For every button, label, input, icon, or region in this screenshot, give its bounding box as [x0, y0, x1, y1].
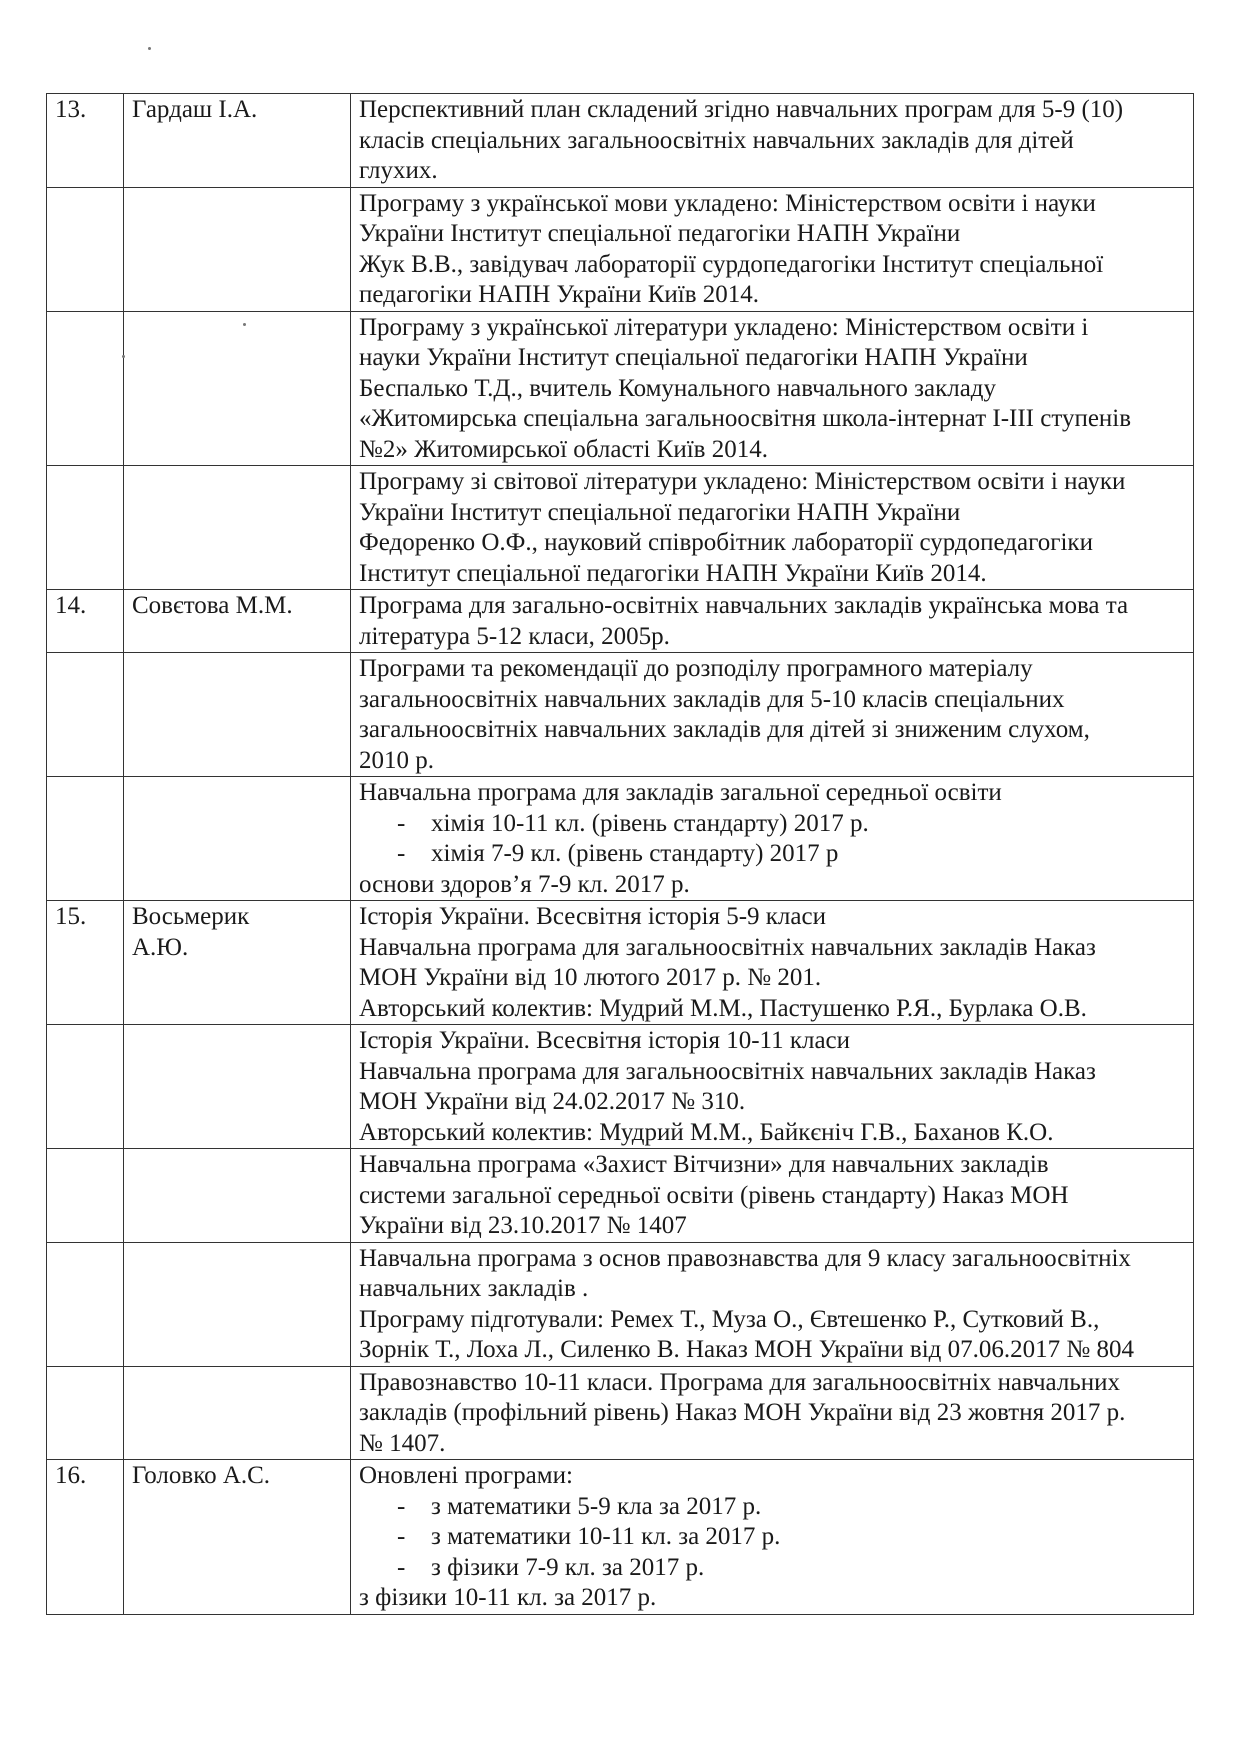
program-text-line: Програма для загально-освітніх навчальних закладів українська мова та: [359, 592, 1129, 619]
teacher-name-cell: [124, 1366, 351, 1460]
program-list-item: [359, 1522, 1185, 1553]
scan-speck: [122, 355, 125, 358]
table-row: [47, 653, 1194, 777]
row-number: 15.: [55, 903, 87, 930]
program-description-cell: [351, 777, 1194, 901]
program-text-line: №2» Житомирської області Київ 2014.: [359, 435, 768, 463]
program-text-line: Навчальна програма з основ правознавства для 9 класу загальноосвітніх: [359, 1244, 1131, 1272]
program-text-line: системи загальної середньої освіти (рівень стандарту) Наказ МОН: [359, 1181, 1069, 1209]
scan-speck: [243, 323, 246, 326]
row-number-cell: [47, 1149, 124, 1243]
program-description-cell: [351, 94, 1194, 188]
table-row: [47, 1149, 1194, 1243]
row-number-cell: [47, 311, 124, 466]
program-text-line: Зорнік Т., Лоха Л., Силенко В. Наказ МОН України від 07.06.2017 № 804: [359, 1336, 1134, 1363]
row-number-cell: [47, 590, 124, 653]
program-text-line: науки України Інститут спеціальної педагогіки НАПН України: [359, 344, 1028, 371]
list-item-text: з фізики 7-9 кл. за 2017 р.: [431, 1553, 705, 1581]
teacher-name-cell: [124, 901, 351, 1025]
program-description-cell: [351, 1149, 1194, 1243]
scan-speck: [148, 47, 151, 50]
row-number: 16.: [55, 1462, 87, 1489]
row-number: 13.: [55, 96, 87, 123]
row-number-cell: [47, 1242, 124, 1366]
row-number: 14.: [55, 592, 87, 619]
teacher-name: Гардаш І.А.: [132, 96, 258, 123]
program-text-line: Навчальна програма для закладів загальної середньої освіти: [359, 779, 1002, 806]
teacher-name-cell: [124, 590, 351, 653]
program-text-line: України від 23.10.2017 № 1407: [359, 1212, 687, 1239]
list-dash: -: [397, 840, 406, 867]
program-list-item: [359, 1492, 1185, 1523]
teacher-name: А.Ю.: [132, 933, 189, 961]
program-text-line: Програму підготували: Ремех Т., Муза О., Євтешенко Р., Сутковий В.,: [359, 1305, 1100, 1333]
list-item-text: з математики 5-9 кла за 2017 р.: [431, 1492, 762, 1520]
program-text-line: Історія України. Всесвітня історія 5-9 класи: [359, 903, 826, 930]
program-description-cell: [351, 1025, 1194, 1149]
table-row: [47, 1366, 1194, 1460]
program-list-item: [359, 809, 1185, 840]
program-text-line: «Житомирська спеціальна загальноосвітня школа-інтернат І-ІІІ ступенів: [359, 405, 1132, 432]
program-text-line: навчальних закладів .: [359, 1275, 589, 1302]
teacher-name-cell: [124, 187, 351, 311]
table-row: [47, 94, 1194, 188]
program-text-line: Програму з української літератури укладено: Міністерством освіти і: [359, 313, 1089, 341]
program-text-line: Навчальна програма «Захист Вітчизни» для навчальних закладів: [359, 1151, 1049, 1178]
program-description-cell: [351, 590, 1194, 653]
teacher-name-cell: [124, 777, 351, 901]
program-text-line: закладів (профільний рівень) Наказ МОН України від 23 жовтня 2017 р.: [359, 1399, 1126, 1426]
list-item-text: хімія 10-11 кл. (рівень стандарту) 2017 р.: [431, 809, 869, 837]
teacher-name: Головко А.С.: [132, 1462, 271, 1489]
table-row: [47, 311, 1194, 466]
program-text-line: Програму зі світової літератури укладено: Міністерством освіти і науки: [359, 468, 1126, 495]
table-row: [47, 1025, 1194, 1149]
list-item-text: хімія 7-9 кл. (рівень стандарту) 2017 р: [431, 840, 839, 867]
program-text-line: Правознавство 10-11 класи. Програма для загальноосвітніх навчальних: [359, 1368, 1120, 1396]
list-dash: -: [397, 1553, 406, 1581]
table-row: [47, 1460, 1194, 1615]
program-text-line: з фізики 10-11 кл. за 2017 р.: [359, 1584, 657, 1611]
row-number-cell: [47, 1366, 124, 1460]
list-dash: -: [397, 809, 406, 837]
teacher-name-cell: [124, 653, 351, 777]
program-text-line: України Інститут спеціальної педагогіки НАПН України: [359, 220, 961, 247]
row-number-cell: [47, 187, 124, 311]
program-description-cell: [351, 187, 1194, 311]
row-number-cell: [47, 653, 124, 777]
table-row: [47, 590, 1194, 653]
table-row: [47, 466, 1194, 590]
row-number-cell: [47, 1460, 124, 1615]
program-description-cell: [351, 311, 1194, 466]
teacher-name-cell: [124, 1149, 351, 1243]
program-text-line: 2010 р.: [359, 746, 434, 774]
program-text-line: Програму з української мови укладено: Міністерством освіти і науки: [359, 189, 1096, 217]
row-number-cell: [47, 94, 124, 188]
program-text-line: Історія України. Всесвітня історія 10-11 класи: [359, 1027, 851, 1054]
program-text-line: Оновлені програми:: [359, 1462, 573, 1489]
table-row: [47, 187, 1194, 311]
program-text-line: України Інститут спеціальної педагогіки НАПН України: [359, 498, 961, 526]
program-description-cell: [351, 1242, 1194, 1366]
list-item-text: з математики 10-11 кл. за 2017 р.: [431, 1523, 781, 1550]
row-number-cell: [47, 1025, 124, 1149]
teacher-name: Восьмерик: [132, 903, 250, 930]
program-text-line: загальноосвітніх навчальних закладів для дітей зі зниженим слухом,: [359, 716, 1090, 743]
row-number-cell: [47, 901, 124, 1025]
program-text-line: глухих.: [359, 157, 438, 184]
teacher-name-cell: [124, 311, 351, 466]
program-description-cell: [351, 653, 1194, 777]
program-text-line: Авторський колектив: Мудрий М.М., Байкєніч Г.В., Баханов К.О.: [359, 1118, 1054, 1146]
table-row: [47, 777, 1194, 901]
program-text-line: МОН України від 10 лютого 2017 р. № 201.: [359, 964, 822, 991]
row-number-cell: [47, 466, 124, 590]
program-text-line: Інститут спеціальної педагогіки НАПН України Київ 2014.: [359, 559, 987, 587]
program-text-line: педагогіки НАПН України Київ 2014.: [359, 281, 760, 308]
program-description-cell: [351, 901, 1194, 1025]
teacher-name-cell: [124, 1460, 351, 1615]
program-description-cell: [351, 1460, 1194, 1615]
program-description-cell: [351, 466, 1194, 590]
teacher-name: Совєтова М.М.: [132, 592, 293, 619]
program-text-line: Навчальна програма для загальноосвітніх навчальних закладів Наказ: [359, 1057, 1096, 1085]
row-number-cell: [47, 777, 124, 901]
program-text-line: Федоренко О.Ф., науковий співробітник лабораторії сурдопедагогіки: [359, 529, 1093, 556]
curriculum-plan-table: [46, 93, 1194, 1615]
program-text-line: загальноосвітніх навчальних закладів для 5-10 класів спеціальних: [359, 685, 1065, 713]
teacher-name-cell: [124, 466, 351, 590]
list-dash: -: [397, 1492, 406, 1520]
program-text-line: Беспалько Т.Д., вчитель Комунального навчального закладу: [359, 374, 997, 402]
program-text-line: № 1407.: [359, 1429, 446, 1457]
program-text-line: література 5-12 класи, 2005р.: [359, 622, 670, 650]
program-text-line: класів спеціальних загальноосвітніх навчальних закладів для дітей: [359, 126, 1074, 154]
program-text-line: Авторський колектив: Мудрий М.М., Пастушенко Р.Я., Бурлака О.В.: [359, 994, 1087, 1022]
program-text-line: Жук В.В., завідувач лабораторії сурдопедагогіки Інститут спеціальної: [359, 250, 1104, 278]
table-row: [47, 1242, 1194, 1366]
table-row: [47, 901, 1194, 1025]
program-text-line: Навчальна програма для загальноосвітніх навчальних закладів Наказ: [359, 933, 1096, 961]
program-description-cell: [351, 1366, 1194, 1460]
program-text-line: Програми та рекомендації до розподілу програмного матеріалу: [359, 655, 1033, 682]
teacher-name-cell: [124, 94, 351, 188]
teacher-name-cell: [124, 1025, 351, 1149]
program-text-line: основи здоров’я 7-9 кл. 2017 р.: [359, 870, 690, 898]
list-dash: -: [397, 1523, 406, 1550]
program-list-item: [359, 1553, 1185, 1584]
program-text-line: Перспективний план складений згідно навчальних програм для 5-9 (10): [359, 96, 1124, 123]
program-list-item: [359, 839, 1185, 870]
program-text-line: МОН України від 24.02.2017 № 310.: [359, 1088, 746, 1115]
teacher-name-cell: [124, 1242, 351, 1366]
